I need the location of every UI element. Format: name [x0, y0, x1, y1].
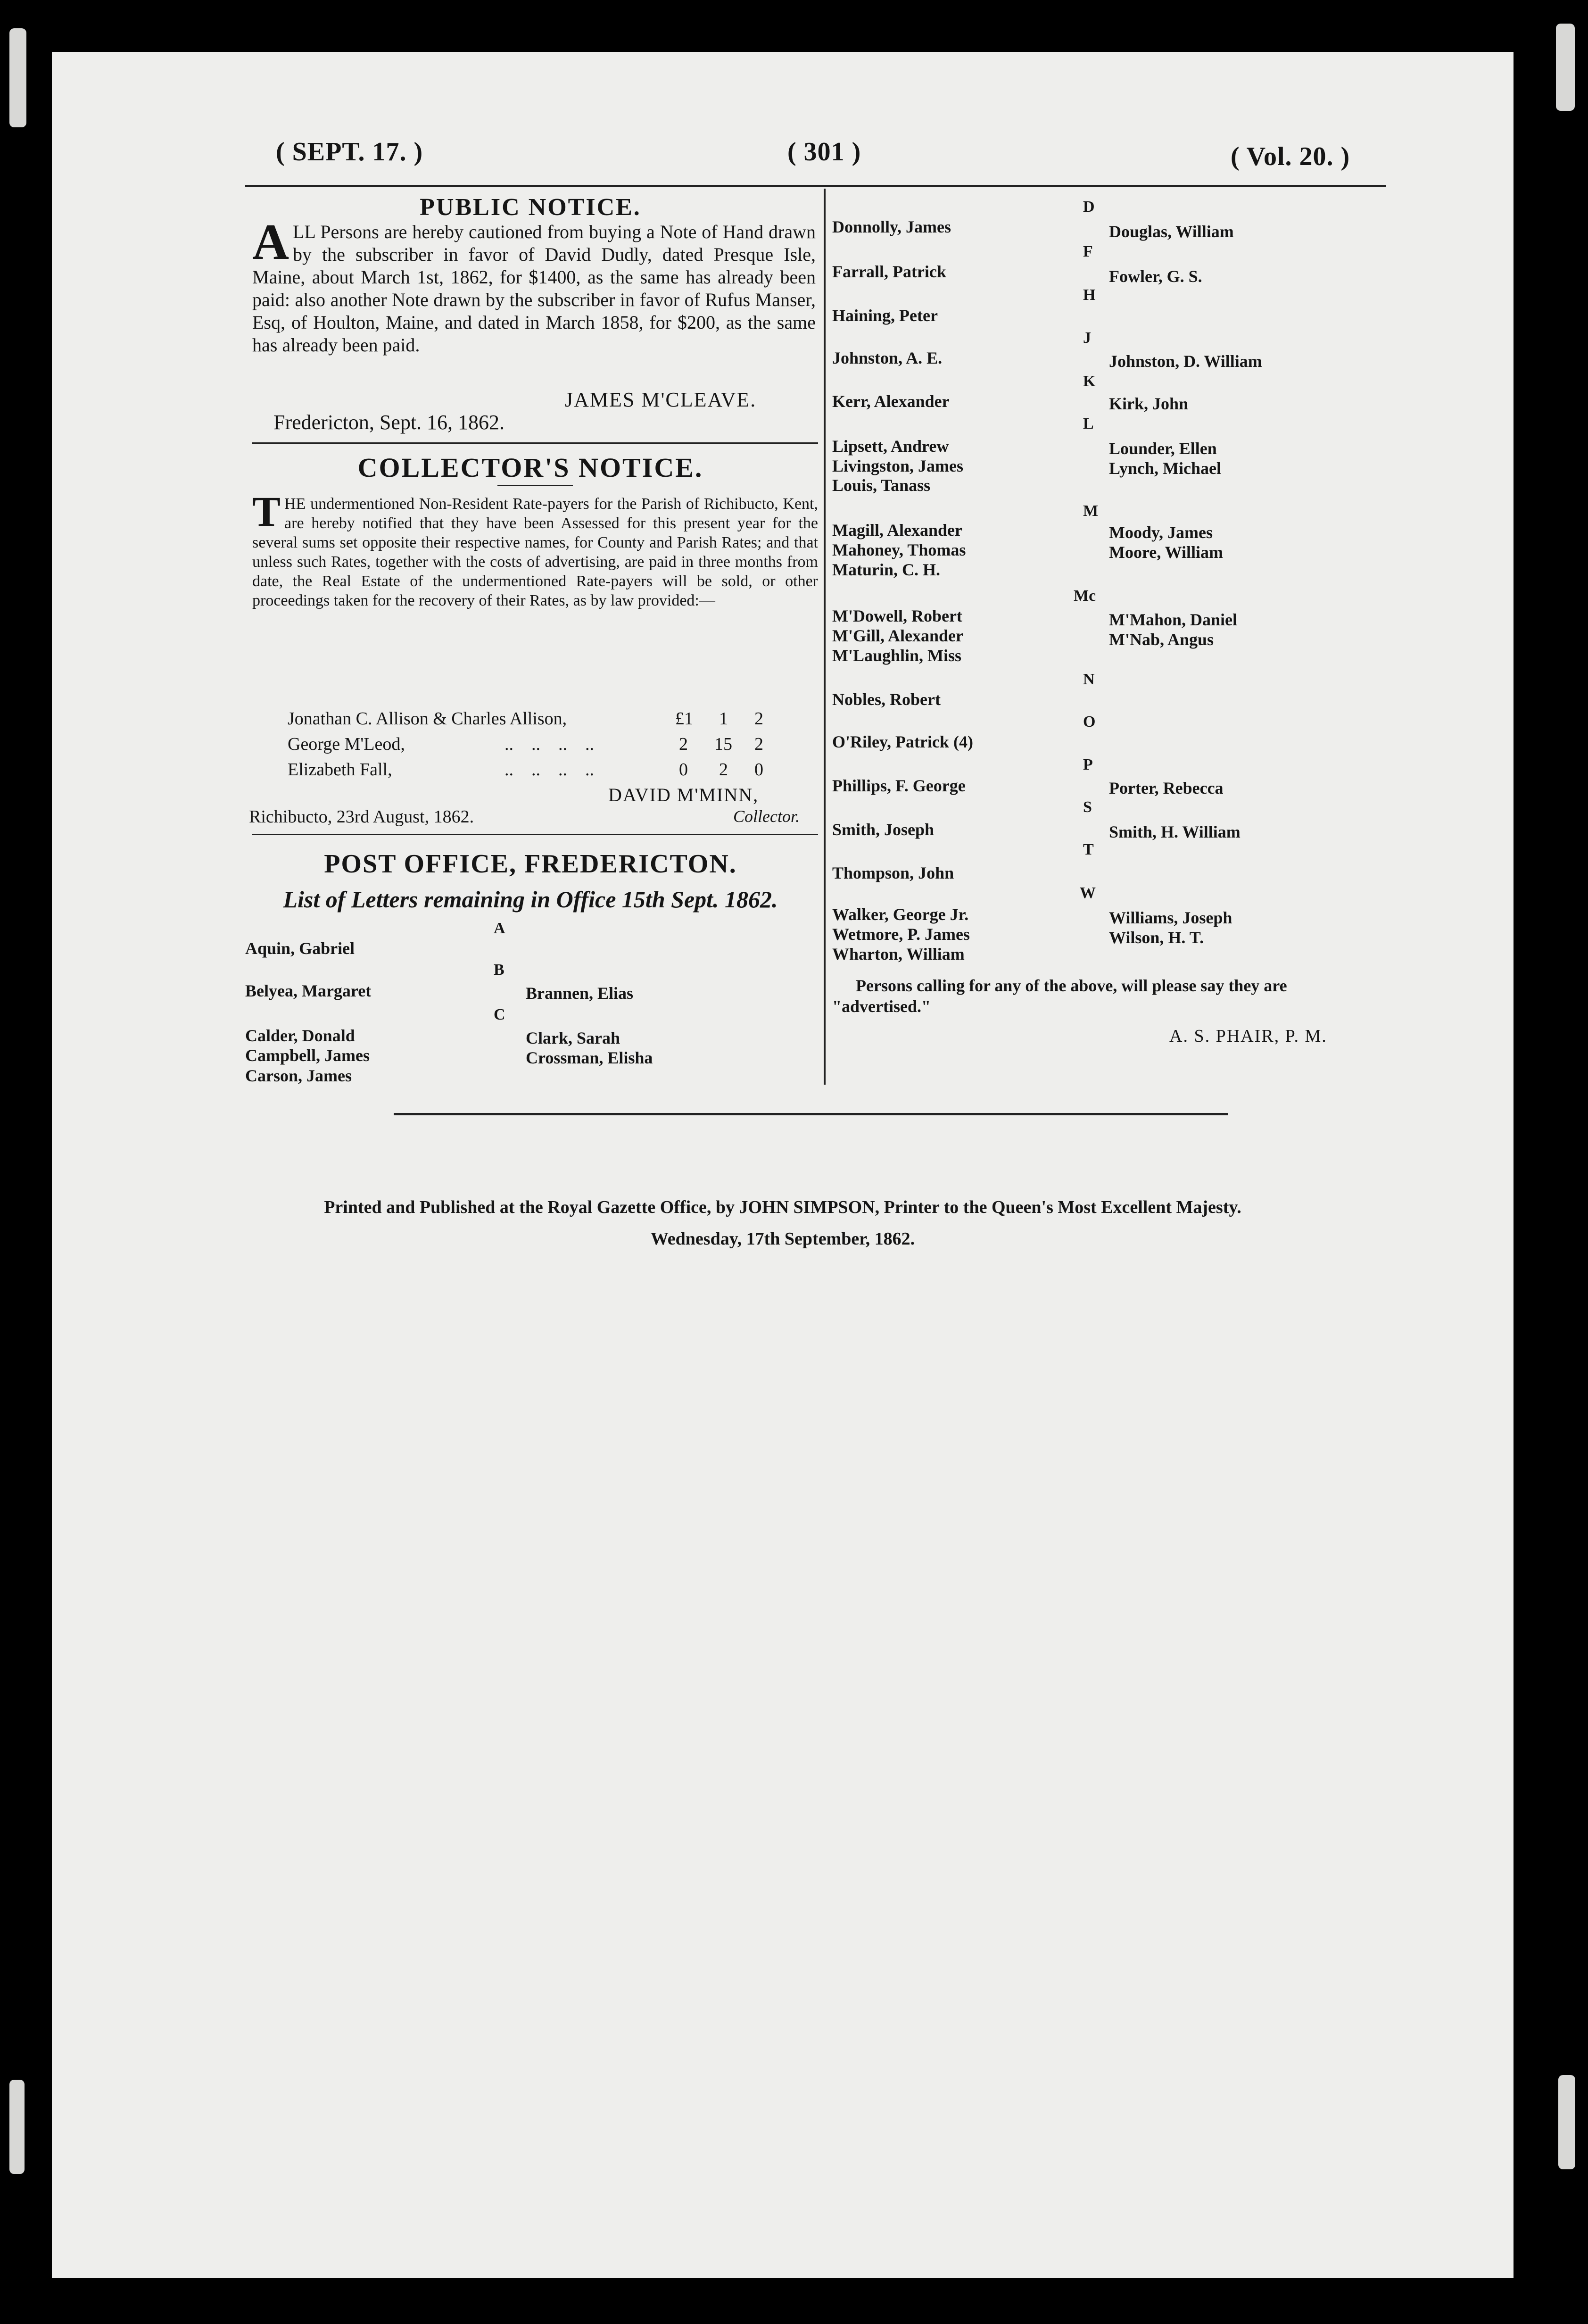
rate-pence: 0 [754, 760, 763, 780]
index-letter: W [1080, 884, 1096, 902]
letter-recipient: Williams, Joseph [1109, 908, 1232, 927]
collector-notice-dropcap: T [252, 489, 281, 535]
letter-recipient: M'Dowell, Robert [832, 606, 962, 625]
printer-imprint: Printed and Published at the Royal Gazette Office, by JOHN SIMPSON, Printer to the Queen's Most Excellent Majesty. [324, 1197, 1241, 1217]
header-date: ( SEPT. 17. ) [276, 137, 423, 166]
letter-recipient: Haining, Peter [832, 306, 938, 325]
footer-rule [394, 1113, 1228, 1115]
index-letter: J [1083, 329, 1091, 347]
public-notice-signature: JAMES M'CLEAVE. [565, 388, 757, 411]
letter-recipient: Smith, Joseph [832, 820, 935, 839]
public-notice-text: LL Persons are hereby cautioned from buying a Note of Hand drawn by the subscriber in favor of David Dudly, dated Presque Isle, Maine, about March 1st, 1862, for $1400, as the same has already been paid: also another Note drawn by the subscriber in favor of Rufus Manser, Esq, of Houlton, Maine, and dated in March 1858, for $200, as the same has already been paid. [252, 221, 816, 356]
letter-recipient: Louis, Tanass [832, 476, 931, 495]
letter-recipient: Kirk, John [1109, 394, 1189, 413]
letter-recipient: Nobles, Robert [832, 690, 941, 709]
letter-recipient: Aquin, Gabriel [245, 939, 355, 958]
letter-recipient: Porter, Rebecca [1109, 779, 1224, 797]
public-notice-dropcap: A [252, 214, 289, 270]
index-letter: L [1083, 415, 1094, 432]
index-letter: A [494, 920, 505, 937]
rate-shillings: 1 [719, 709, 728, 729]
letter-recipient: Moody, James [1109, 523, 1213, 542]
letter-recipient: Campbell, James [245, 1046, 370, 1065]
rate-row [288, 759, 392, 780]
rate-pounds: 0 [679, 760, 688, 780]
letter-recipient: Douglas, William [1109, 222, 1234, 241]
post-office-title: POST OFFICE, FREDERICTON. [324, 849, 737, 879]
letter-recipient: Clark, Sarah [526, 1029, 620, 1047]
section-rule [252, 442, 818, 444]
letter-recipient: Moore, William [1109, 543, 1223, 562]
letter-recipient: M'Laughlin, Miss [832, 646, 962, 665]
gazette-page [52, 52, 1514, 2278]
scan-edge-tab [9, 2080, 25, 2174]
public-notice-body [252, 214, 816, 357]
title-ornament-rule [497, 485, 573, 486]
section-rule [252, 834, 818, 835]
collector-signature: DAVID M'MINN, [608, 784, 759, 805]
letter-recipient: Belyea, Margaret [245, 981, 372, 1000]
scan-edge-tab [9, 28, 26, 127]
header-page-number: ( 301 ) [787, 137, 861, 166]
index-letter: M [1083, 502, 1099, 520]
letter-recipient: Fowler, G. S. [1109, 267, 1202, 286]
scan-edge-tab [1558, 2075, 1575, 2169]
letter-recipient: Livingston, James [832, 456, 964, 475]
rate-leader-dots: .. .. .. .. [505, 760, 594, 780]
letter-recipient: Carson, James [245, 1066, 352, 1085]
index-letter: C [494, 1006, 505, 1023]
rate-pounds: 2 [679, 734, 688, 754]
rate-payer-name: Elizabeth Fall, [288, 760, 392, 780]
rate-leader-dots: .. .. .. .. [505, 734, 594, 754]
letter-recipient: M'Nab, Angus [1109, 630, 1214, 649]
index-letter: F [1083, 243, 1093, 260]
rate-payer-name: George M'Leod, [288, 734, 405, 754]
letter-recipient: Johnston, A. E. [832, 349, 943, 367]
collector-place-date: Richibucto, 23rd August, 1862. [249, 807, 474, 827]
collector-notice-body [252, 489, 818, 610]
rate-pence: 2 [754, 734, 763, 754]
collector-notice-text: HE undermentioned Non-Resident Rate-payers for the Parish of Richibucto, Kent, are hereby notified that they have been Assessed for this present year for the several sums set opposite their respective names, for County and Parish Rates; and that unless such Rates, together with the costs of advertising, are paid in three months from date, the Real Estate of the undermentioned Rate-payers will be sold, or other proceedings taken for the recovery of their Rates, as by law provided:— [252, 495, 818, 609]
rate-pence: 2 [754, 709, 763, 729]
letter-recipient: Brannen, Elias [526, 984, 634, 1003]
letter-recipient: Wilson, H. T. [1109, 928, 1204, 947]
public-notice-place-date: Fredericton, Sept. 16, 1862. [273, 411, 505, 434]
rate-row [288, 734, 405, 755]
post-office-subtitle: List of Letters remaining in Office 15th Sept. 1862. [283, 886, 778, 913]
collector-notice-title: COLLECTOR'S NOTICE. [357, 452, 703, 483]
header-rule [245, 185, 1386, 187]
letter-recipient: Wharton, William [832, 945, 965, 963]
letter-recipient: Lounder, Ellen [1109, 439, 1217, 458]
index-letter: T [1083, 841, 1094, 858]
letter-recipient: Kerr, Alexander [832, 392, 950, 411]
postmaster-signature: A. S. PHAIR, P. M. [1169, 1026, 1327, 1046]
letter-recipient: Farrall, Patrick [832, 262, 946, 281]
letter-recipient: Calder, Donald [245, 1026, 355, 1045]
letter-recipient: Magill, Alexander [832, 521, 962, 540]
index-letter: Mc [1074, 587, 1096, 605]
letter-recipient: Thompson, John [832, 863, 954, 882]
letter-recipient: Crossman, Elisha [526, 1048, 653, 1067]
letter-recipient: Wetmore, P. James [832, 925, 970, 944]
public-notice-title: PUBLIC NOTICE. [420, 194, 641, 221]
collector-role: Collector. [733, 807, 800, 826]
rate-payer-name: Jonathan C. Allison & Charles Allison, [288, 709, 567, 729]
letter-recipient: Walker, George Jr. [832, 905, 969, 924]
post-office-closing: Persons calling for any of the above, will please say they are "advertised." [832, 976, 1287, 1016]
letter-recipient: M'Mahon, Daniel [1109, 610, 1238, 629]
rate-row [288, 708, 567, 729]
letter-recipient: Maturin, C. H. [832, 560, 940, 579]
index-letter: N [1083, 671, 1095, 688]
rate-shillings: 2 [719, 760, 728, 780]
header-volume: ( Vol. 20. ) [1231, 142, 1350, 171]
letter-recipient: M'Gill, Alexander [832, 626, 963, 645]
scan-edge-tab [1556, 24, 1575, 111]
letter-recipient: O'Riley, Patrick (4) [832, 732, 973, 751]
rate-pounds: £1 [675, 709, 693, 729]
index-letter: K [1083, 373, 1096, 390]
index-letter: O [1083, 713, 1096, 730]
letter-recipient: Phillips, F. George [832, 776, 966, 795]
letter-recipient: Lynch, Michael [1109, 459, 1222, 478]
publication-date: Wednesday, 17th September, 1862. [650, 1229, 915, 1249]
index-letter: D [1083, 198, 1095, 216]
column-divider [824, 189, 826, 1085]
letter-recipient: Smith, H. William [1109, 822, 1241, 841]
index-letter: B [494, 961, 505, 979]
letter-recipient: Donnolly, James [832, 217, 951, 236]
index-letter: S [1083, 798, 1092, 816]
letter-recipient: Johnston, D. William [1109, 352, 1262, 371]
rate-shillings: 15 [714, 734, 732, 754]
letter-recipient: Lipsett, Andrew [832, 437, 949, 456]
index-letter: P [1083, 756, 1093, 773]
letter-recipient: Mahoney, Thomas [832, 540, 966, 559]
index-letter: H [1083, 286, 1096, 304]
